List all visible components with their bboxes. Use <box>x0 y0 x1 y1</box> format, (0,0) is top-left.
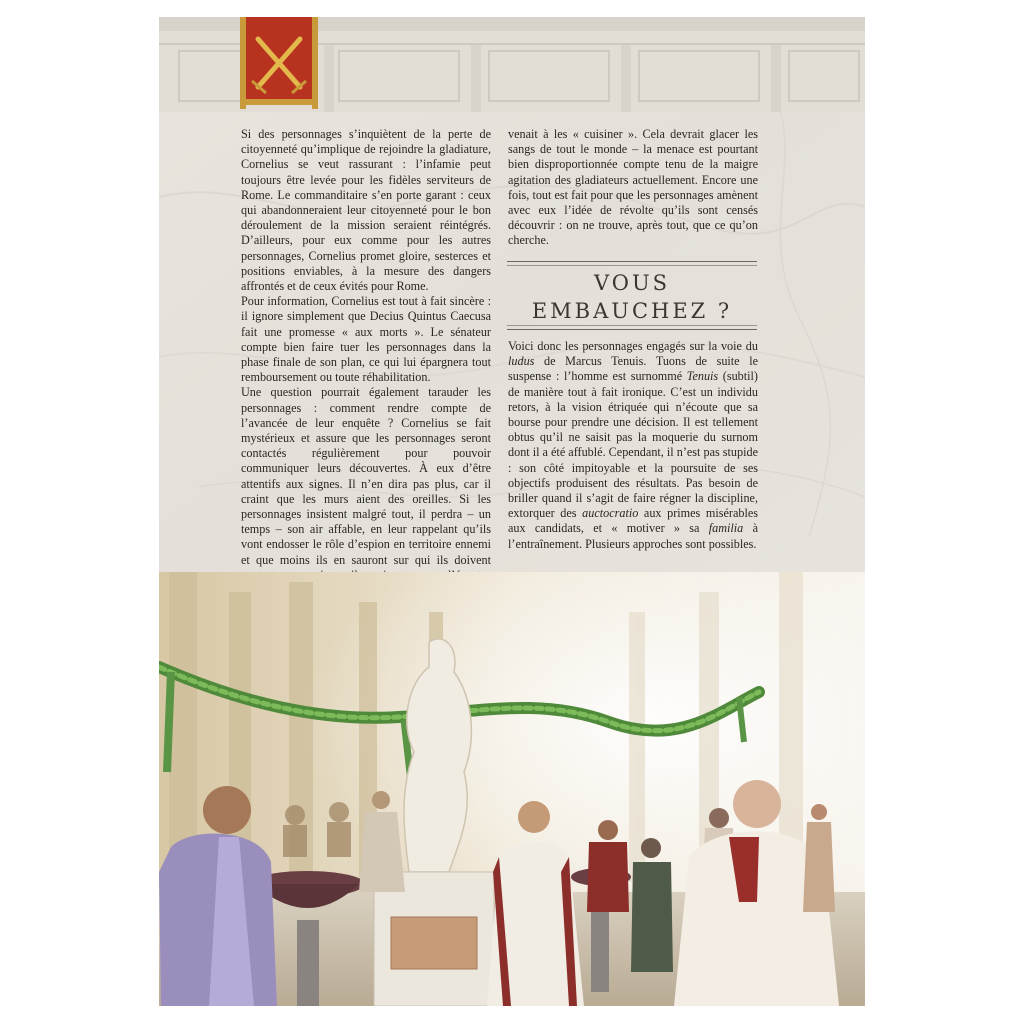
heading-rule-bottom-thin <box>507 325 757 326</box>
right-text-column-top <box>508 127 758 249</box>
term-familia: familia <box>708 521 744 536</box>
heading-rule-top-thin <box>507 265 757 266</box>
heading-rule-bottom <box>507 329 757 330</box>
heading-line-1: VOUS <box>593 271 671 295</box>
heading-line-2: EMBAUCHEZ ? <box>531 299 733 323</box>
term-tenuis: Tenuis <box>686 369 719 384</box>
paragraph-sincere: Pour information, Cornelius est tout à fait sincère : il ignore simplement que Decius Quintus Caecusa fait une promesse « aux morts ». Le sénateur compte bien faire tuer les personnages dans la phase finale de son plan, ce qui lui épargnera tout remboursement ou toute réhabilitation. <box>241 294 491 385</box>
book-page <box>159 17 865 1006</box>
paragraph-continuation: venait à les « cuisiner ». Cela devrait glacer les sangs de tout le monde – la menace est pourtant bien disproportionnée compte tenu de la maigre agitation des gladiateurs actuellement. Encore une fois, tout est fait pour que les personnages amènent avec eux l’idée de révolte qu’ils sont censés découvrir : on ne trouve, après tout, que ce qu’on cherche. <box>508 127 758 248</box>
left-text-column <box>241 127 491 598</box>
paragraph-marcus-tenuis: Voici donc les personnages engagés sur la voie du ludus de Marcus Tenuis. Tuons de suite le suspense : l’homme est surnommé Tenuis (subtil) de manière tout à fait ironique. C’est un individu retors, à la vision étriquée qui n’écoute que sa bourse pour prendre une décision. Il est tellement obtus qu’il ne saisit pas la moquerie du surnom dont il a été affublé. Cependant, il n’est pas stupide : son côté impitoyable et la poursuite de ses objectifs produisent des résultats. Pas besoin de briller quand il s’agit de faire régner la discipline, extorquer des auctocratio aux primes misérables aux candidats, et « motiver » sa familia à l’entraînement. Plusieurs approches sont possibles. <box>508 339 758 551</box>
term-auctocratio: auctocratio <box>582 506 639 521</box>
paragraph-investigation: Une question pourrait également tarauder les personnages : comment rendre compte de l’avancée de leur enquête ? Cornelius se fait mystérieux et assure que les personnages seront contactés régulièrement pour pouvoir communiquer leurs découvertes. À eux d’être attentifs aux signes. Il n’en dira pas plus, car il craint que les murs aient des oreilles. Si les personnages insistent malgré tout, il perdra – un temps – son air affable, en leur rappelant qu’ils vont endosser le rôle d’espion en territoire ennemi et que moins ils en sauront sur qui ils doivent <box>241 385 491 567</box>
right-text-column-bottom <box>508 339 758 552</box>
section-heading <box>507 261 757 329</box>
heading-rule-top <box>507 261 757 262</box>
term-ludus: ludus <box>508 354 535 369</box>
paragraph-citizenship: Si des personnages s’inquiètent de la perte de citoyenneté qu’implique de rejoindre la gladiature, Cornelius se veut rassurant : l’infamie peut toujours être levée pour les fidèles serviteurs de Rome. Le commanditaire s’en porte garant : ceux qui abandonneraient leur citoyenneté pour le bon déroulement de la mission seraient réintégrés. D’ailleurs, pour eux comme pour les autres personnages, Cornelius promet gloire, sesterces et positions enviables, à la mesure des dangers affrontés et de ceux évités pour Rome. <box>241 127 491 294</box>
crossed-swords-banner <box>240 17 318 109</box>
roman-villa-illustration <box>159 572 865 1006</box>
